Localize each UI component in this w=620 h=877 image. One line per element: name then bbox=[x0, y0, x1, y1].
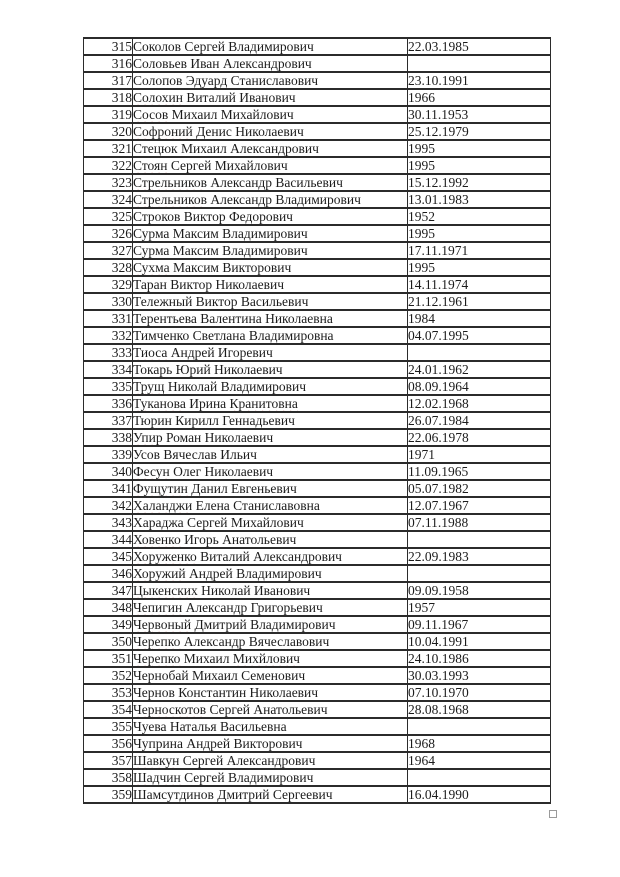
row-number-cell: 355 bbox=[84, 718, 133, 735]
name-text: Виталий Александрович bbox=[196, 549, 342, 564]
row-number-cell: 326 bbox=[84, 225, 133, 242]
birth-date-cell: 17.11.1971 bbox=[408, 242, 551, 259]
table-row bbox=[84, 242, 551, 259]
misspelled-word: Хоруженко bbox=[133, 549, 197, 564]
misspelled-word: Стрельников bbox=[133, 192, 207, 207]
name-text: Шамсутдинов Дмитрий Сергеевич bbox=[133, 787, 333, 802]
name-text: Чернов Константин Николаевич bbox=[133, 685, 319, 700]
name-text: Сурма Максим Владимирович bbox=[133, 226, 308, 241]
misspelled-word: Шадчин bbox=[133, 770, 181, 785]
row-number-cell: 323 bbox=[84, 174, 133, 191]
birth-date-cell: 04.07.1995 bbox=[408, 327, 551, 344]
table-row bbox=[84, 650, 551, 667]
misspelled-word: Стрельников bbox=[133, 175, 207, 190]
name-text: Михаил bbox=[180, 651, 233, 666]
birth-date-cell: 28.08.1968 bbox=[408, 701, 551, 718]
full-name-cell bbox=[133, 412, 408, 429]
full-name-cell bbox=[133, 599, 408, 616]
row-number-cell: 344 bbox=[84, 531, 133, 548]
name-text: Таран Виктор Николаевич bbox=[133, 277, 284, 292]
name-text: Тимченко Светлана Владимировна bbox=[133, 328, 334, 343]
name-text: Тележный Виктор Васильевич bbox=[133, 294, 309, 309]
name-text: Усов Вячеслав Ильич bbox=[133, 447, 257, 462]
full-name-cell bbox=[133, 684, 408, 701]
table-row bbox=[84, 395, 551, 412]
row-number-cell: 330 bbox=[84, 293, 133, 310]
table-row bbox=[84, 769, 551, 786]
table-row bbox=[84, 140, 551, 157]
full-name-cell bbox=[133, 446, 408, 463]
table-row bbox=[84, 463, 551, 480]
table-row bbox=[84, 344, 551, 361]
name-text: Александр Васильевич bbox=[206, 175, 343, 190]
table-resize-handle[interactable] bbox=[549, 810, 557, 818]
birth-date-cell bbox=[408, 531, 551, 548]
row-number-cell: 349 bbox=[84, 616, 133, 633]
table-row bbox=[84, 514, 551, 531]
table-row bbox=[84, 582, 551, 599]
birth-date-cell: 05.07.1982 bbox=[408, 480, 551, 497]
full-name-cell bbox=[133, 701, 408, 718]
birth-date-cell: 1952 bbox=[408, 208, 551, 225]
table-row bbox=[84, 599, 551, 616]
table-row bbox=[84, 429, 551, 446]
full-name-cell bbox=[133, 735, 408, 752]
name-text: Игорь Анатольевич bbox=[180, 532, 297, 547]
full-name-cell bbox=[133, 463, 408, 480]
name-text: Сергей Владимирович bbox=[180, 770, 314, 785]
table-row bbox=[84, 446, 551, 463]
birth-date-cell bbox=[408, 55, 551, 72]
row-number-cell: 339 bbox=[84, 446, 133, 463]
full-name-cell bbox=[133, 259, 408, 276]
name-text: Сергей Александрович bbox=[179, 753, 316, 768]
birth-date-cell: 26.07.1984 bbox=[408, 412, 551, 429]
name-text: Михаил Михайлович bbox=[168, 107, 294, 122]
birth-date-cell: 15.12.1992 bbox=[408, 174, 551, 191]
row-number-cell: 319 bbox=[84, 106, 133, 123]
birth-date-cell: 1995 bbox=[408, 225, 551, 242]
row-number-cell: 321 bbox=[84, 140, 133, 157]
table-row bbox=[84, 174, 551, 191]
row-number-cell: 353 bbox=[84, 684, 133, 701]
misspelled-word: Сосов bbox=[133, 107, 169, 122]
full-name-cell bbox=[133, 225, 408, 242]
row-number-cell: 341 bbox=[84, 480, 133, 497]
row-number-cell: 346 bbox=[84, 565, 133, 582]
birth-date-cell bbox=[408, 344, 551, 361]
name-text: Сергей Михайлович bbox=[167, 158, 288, 173]
full-name-cell bbox=[133, 89, 408, 106]
full-name-cell bbox=[133, 480, 408, 497]
table-row bbox=[84, 480, 551, 497]
name-text: Стецюк Михаил Александрович bbox=[133, 141, 319, 156]
name-text: Соколов Сергей Владимирович bbox=[133, 39, 314, 54]
full-name-cell bbox=[133, 786, 408, 803]
birth-date-cell: 1995 bbox=[408, 140, 551, 157]
birth-date-cell: 09.11.1967 bbox=[408, 616, 551, 633]
full-name-cell bbox=[133, 140, 408, 157]
table-row bbox=[84, 55, 551, 72]
row-number-cell: 320 bbox=[84, 123, 133, 140]
table-row bbox=[84, 157, 551, 174]
birth-date-cell: 22.09.1983 bbox=[408, 548, 551, 565]
table-row bbox=[84, 412, 551, 429]
full-name-cell bbox=[133, 191, 408, 208]
table-row bbox=[84, 735, 551, 752]
table-row bbox=[84, 106, 551, 123]
birth-date-cell: 24.01.1962 bbox=[408, 361, 551, 378]
row-number-cell: 351 bbox=[84, 650, 133, 667]
birth-date-cell: 1984 bbox=[408, 310, 551, 327]
table-row bbox=[84, 616, 551, 633]
birth-date-cell: 1957 bbox=[408, 599, 551, 616]
row-number-cell: 342 bbox=[84, 497, 133, 514]
row-number-cell: 318 bbox=[84, 89, 133, 106]
misspelled-word: Стоян bbox=[133, 158, 168, 173]
full-name-cell bbox=[133, 157, 408, 174]
row-number-cell: 340 bbox=[84, 463, 133, 480]
row-number-cell: 324 bbox=[84, 191, 133, 208]
birth-date-cell: 23.10.1991 bbox=[408, 72, 551, 89]
row-number-cell: 357 bbox=[84, 752, 133, 769]
birth-date-cell: 07.11.1988 bbox=[408, 514, 551, 531]
table-row bbox=[84, 786, 551, 803]
table-row bbox=[84, 633, 551, 650]
name-text: Сергей Анатольевич bbox=[206, 702, 328, 717]
full-name-cell bbox=[133, 497, 408, 514]
birth-date-cell: 30.11.1953 bbox=[408, 106, 551, 123]
full-name-cell bbox=[133, 361, 408, 378]
name-text: Дмитрий Владимирович bbox=[191, 617, 336, 632]
birth-date-cell: 1971 bbox=[408, 446, 551, 463]
full-name-cell bbox=[133, 429, 408, 446]
row-number-cell: 333 bbox=[84, 344, 133, 361]
row-number-cell: 322 bbox=[84, 157, 133, 174]
table-row bbox=[84, 667, 551, 684]
birth-date-cell: 25.12.1979 bbox=[408, 123, 551, 140]
row-number-cell: 328 bbox=[84, 259, 133, 276]
name-text: Терентьева Валентина Николаевна bbox=[133, 311, 333, 326]
name-text: Токарь Юрий Николаевич bbox=[133, 362, 283, 377]
row-number-cell: 334 bbox=[84, 361, 133, 378]
table-row bbox=[84, 684, 551, 701]
full-name-cell bbox=[133, 514, 408, 531]
name-text: Роман Николаевич bbox=[162, 430, 274, 445]
birth-date-cell: 07.10.1970 bbox=[408, 684, 551, 701]
full-name-cell bbox=[133, 565, 408, 582]
full-name-cell bbox=[133, 548, 408, 565]
full-name-cell bbox=[133, 395, 408, 412]
full-name-cell bbox=[133, 208, 408, 225]
table-row bbox=[84, 38, 551, 55]
name-text: Андрей Игоревич bbox=[167, 345, 273, 360]
birth-date-cell bbox=[408, 565, 551, 582]
birth-date-cell: 1995 bbox=[408, 259, 551, 276]
name-text: Чернобай Михаил Семенович bbox=[133, 668, 306, 683]
birth-date-cell: 30.03.1993 bbox=[408, 667, 551, 684]
misspelled-word: Солохин bbox=[133, 90, 183, 105]
row-number-cell: 359 bbox=[84, 786, 133, 803]
full-name-cell bbox=[133, 718, 408, 735]
row-number-cell: 348 bbox=[84, 599, 133, 616]
full-name-cell bbox=[133, 55, 408, 72]
table-row bbox=[84, 123, 551, 140]
row-number-cell: 350 bbox=[84, 633, 133, 650]
name-text: Максим Викторович bbox=[169, 260, 292, 275]
table-row bbox=[84, 701, 551, 718]
table-row bbox=[84, 276, 551, 293]
name-text: Александр Владимирович bbox=[206, 192, 361, 207]
birth-date-cell: 09.09.1958 bbox=[408, 582, 551, 599]
full-name-cell bbox=[133, 650, 408, 667]
table-row bbox=[84, 293, 551, 310]
misspelled-word: Черепко bbox=[133, 651, 181, 666]
table-row bbox=[84, 191, 551, 208]
name-text: Александр Вячеславович bbox=[180, 634, 330, 649]
birth-date-cell: 1964 bbox=[408, 752, 551, 769]
birth-date-cell: 12.07.1967 bbox=[408, 497, 551, 514]
birth-date-cell: 16.04.1990 bbox=[408, 786, 551, 803]
full-name-cell bbox=[133, 531, 408, 548]
name-text: Ирина bbox=[185, 396, 230, 411]
full-name-cell bbox=[133, 276, 408, 293]
full-name-cell bbox=[133, 769, 408, 786]
table-row bbox=[84, 378, 551, 395]
table-row bbox=[84, 72, 551, 89]
full-name-cell bbox=[133, 72, 408, 89]
full-name-cell bbox=[133, 174, 408, 191]
table-row bbox=[84, 225, 551, 242]
row-number-cell: 347 bbox=[84, 582, 133, 599]
name-text: Солопов Эдуард Станиславович bbox=[133, 73, 319, 88]
full-name-cell bbox=[133, 123, 408, 140]
birth-date-cell: 08.09.1964 bbox=[408, 378, 551, 395]
row-number-cell: 329 bbox=[84, 276, 133, 293]
misspelled-word: Туканова bbox=[133, 396, 186, 411]
row-number-cell: 352 bbox=[84, 667, 133, 684]
misspelled-word: Ховенко bbox=[133, 532, 181, 547]
misspelled-word: Трущ bbox=[133, 379, 165, 394]
table-row bbox=[84, 361, 551, 378]
misspelled-word: Хоружий bbox=[133, 566, 186, 581]
misspelled-word: Упир bbox=[133, 430, 163, 445]
misspelled-word: Шавкун bbox=[133, 753, 180, 768]
row-number-cell: 345 bbox=[84, 548, 133, 565]
table-row bbox=[84, 752, 551, 769]
birth-date-cell bbox=[408, 718, 551, 735]
misspelled-word: Софроний bbox=[133, 124, 193, 139]
name-text: Андрей Владимирович bbox=[185, 566, 322, 581]
full-name-cell bbox=[133, 582, 408, 599]
misspelled-word: Черепко bbox=[133, 634, 181, 649]
misspelled-word: Кранитовна bbox=[229, 396, 298, 411]
full-name-cell bbox=[133, 242, 408, 259]
row-number-cell: 336 bbox=[84, 395, 133, 412]
table-row bbox=[84, 310, 551, 327]
name-text: Тюрин Кирилл Геннадьевич bbox=[133, 413, 295, 428]
birth-date-cell: 24.10.1986 bbox=[408, 650, 551, 667]
name-text: Виталий Иванович bbox=[182, 90, 296, 105]
full-name-cell bbox=[133, 344, 408, 361]
roster-table bbox=[83, 37, 551, 804]
table-row bbox=[84, 208, 551, 225]
full-name-cell bbox=[133, 293, 408, 310]
row-number-cell: 338 bbox=[84, 429, 133, 446]
row-number-cell: 325 bbox=[84, 208, 133, 225]
name-text: Хараджа Сергей Михайлович bbox=[133, 515, 304, 530]
full-name-cell bbox=[133, 38, 408, 55]
row-number-cell: 356 bbox=[84, 735, 133, 752]
misspelled-word: Черноскотов bbox=[133, 702, 207, 717]
full-name-cell bbox=[133, 378, 408, 395]
full-name-cell bbox=[133, 327, 408, 344]
row-number-cell: 315 bbox=[84, 38, 133, 55]
name-text: Соловьев Иван Александрович bbox=[133, 56, 312, 71]
full-name-cell bbox=[133, 752, 408, 769]
full-name-cell bbox=[133, 106, 408, 123]
row-number-cell: 335 bbox=[84, 378, 133, 395]
birth-date-cell: 14.11.1974 bbox=[408, 276, 551, 293]
misspelled-word: Цыкенских bbox=[133, 583, 198, 598]
name-text: Денис Николаевич bbox=[192, 124, 304, 139]
table-row bbox=[84, 89, 551, 106]
row-number-cell: 354 bbox=[84, 701, 133, 718]
name-text: Николай Иванович bbox=[197, 583, 311, 598]
full-name-cell bbox=[133, 633, 408, 650]
name-text: Чуева Наталья Васильевна bbox=[133, 719, 287, 734]
misspelled-word: Чепигин bbox=[133, 600, 183, 615]
table-row bbox=[84, 497, 551, 514]
full-name-cell bbox=[133, 667, 408, 684]
name-text: Николай Владимирович bbox=[164, 379, 307, 394]
misspelled-word: Фесун bbox=[133, 464, 170, 479]
table-row bbox=[84, 565, 551, 582]
row-number-cell: 317 bbox=[84, 72, 133, 89]
name-text: Данил Евгеньевич bbox=[187, 481, 297, 496]
misspelled-word: Тиоса bbox=[133, 345, 168, 360]
birth-date-cell: 1995 bbox=[408, 157, 551, 174]
birth-date-cell: 11.09.1965 bbox=[408, 463, 551, 480]
misspelled-word: Михйлович bbox=[232, 651, 300, 666]
misspelled-word: Халанджи bbox=[133, 498, 193, 513]
name-text: Олег Николаевич bbox=[169, 464, 274, 479]
birth-date-cell: 12.02.1968 bbox=[408, 395, 551, 412]
name-text: Сурма Максим Владимирович bbox=[133, 243, 308, 258]
birth-date-cell: 21.12.1961 bbox=[408, 293, 551, 310]
misspelled-word: Фущутин bbox=[133, 481, 188, 496]
full-name-cell bbox=[133, 616, 408, 633]
row-number-cell: 358 bbox=[84, 769, 133, 786]
row-number-cell: 332 bbox=[84, 327, 133, 344]
birth-date-cell: 1966 bbox=[408, 89, 551, 106]
misspelled-word: Червоный bbox=[133, 617, 192, 632]
roster-table-body bbox=[84, 38, 551, 803]
misspelled-word: Сухма bbox=[133, 260, 170, 275]
birth-date-cell bbox=[408, 769, 551, 786]
table-row bbox=[84, 531, 551, 548]
name-text: Елена Станиславовна bbox=[192, 498, 320, 513]
table-row bbox=[84, 259, 551, 276]
birth-date-cell: 13.01.1983 bbox=[408, 191, 551, 208]
name-text: Александр Григорьевич bbox=[182, 600, 323, 615]
table-row bbox=[84, 718, 551, 735]
row-number-cell: 343 bbox=[84, 514, 133, 531]
table-row bbox=[84, 327, 551, 344]
row-number-cell: 316 bbox=[84, 55, 133, 72]
birth-date-cell: 10.04.1991 bbox=[408, 633, 551, 650]
table-row bbox=[84, 548, 551, 565]
name-text: Строков Виктор Федорович bbox=[133, 209, 293, 224]
row-number-cell: 327 bbox=[84, 242, 133, 259]
birth-date-cell: 1968 bbox=[408, 735, 551, 752]
birth-date-cell: 22.06.1978 bbox=[408, 429, 551, 446]
row-number-cell: 331 bbox=[84, 310, 133, 327]
row-number-cell: 337 bbox=[84, 412, 133, 429]
full-name-cell bbox=[133, 310, 408, 327]
name-text: Чуприна Андрей Викторович bbox=[133, 736, 303, 751]
birth-date-cell: 22.03.1985 bbox=[408, 38, 551, 55]
